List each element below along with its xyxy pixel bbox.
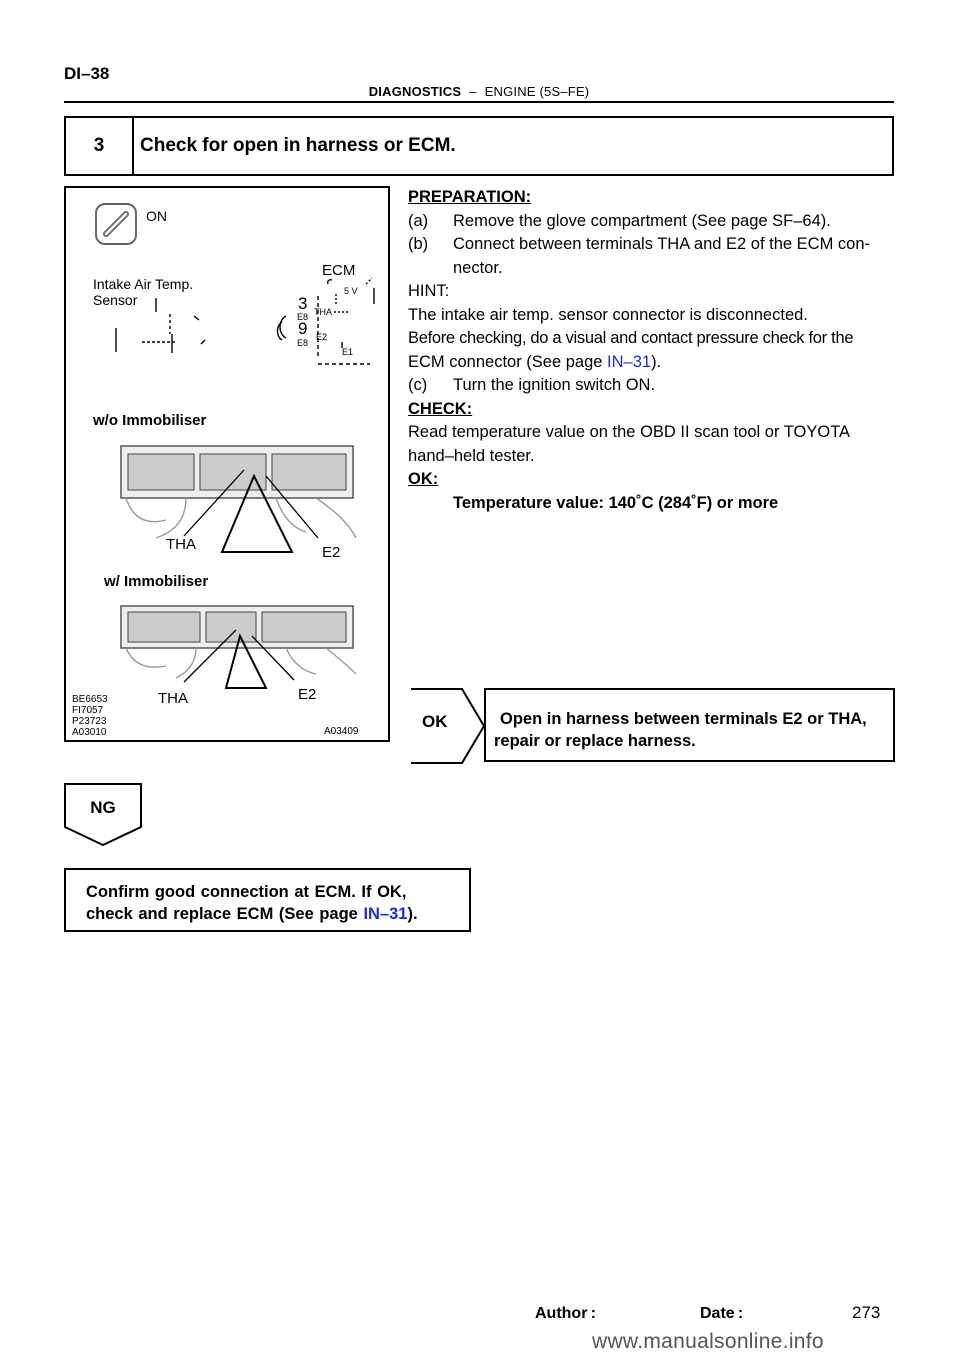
step-a <box>408 210 898 234</box>
header-subtitle: ENGINE (5S–FE) <box>484 84 590 99</box>
check-heading: CHECK: <box>408 399 473 418</box>
ok-heading: OK: <box>408 470 439 488</box>
step-b <box>408 233 898 257</box>
wo-immobiliser-label: w/o Immobiliser <box>93 412 207 429</box>
code-line: P23723 <box>72 716 107 727</box>
ng-label: NG <box>90 798 116 817</box>
before-check-post: ). <box>651 352 662 371</box>
figure-codes <box>72 694 108 738</box>
signal-tha-label: THA <box>314 307 332 317</box>
hint-text: The intake air temp. sensor connector is disconnected. <box>408 305 808 324</box>
e2-label-bottom: E2 <box>298 686 317 703</box>
sensor-label-line2: Sensor <box>93 292 138 308</box>
e2-label-top: E2 <box>322 544 341 561</box>
pin-9-label: 9 <box>298 319 308 338</box>
ignition-key-icon <box>96 204 136 244</box>
signal-5v-label: 5 V <box>344 286 358 296</box>
step-title-box <box>64 116 894 176</box>
ecm-schematic <box>277 278 374 364</box>
sensor-label-line1: Intake Air Temp. <box>93 276 194 292</box>
before-check-pre: ECM connector (See page <box>408 352 608 371</box>
before-check-text: Before checking, do a visual and contact pressure check for the <box>408 329 854 347</box>
page-link-in31[interactable]: IN–31 <box>607 352 652 371</box>
step-b-text: Connect between terminals THA and E2 of the ECM con- <box>453 235 870 253</box>
footer-page-number: 273 <box>852 1303 881 1322</box>
page-link-in31-confirm[interactable]: IN–31 <box>363 905 408 923</box>
step-a-text: Remove the glove compartment (See page SF–64). <box>453 211 831 230</box>
step-c-text: Turn the ignition switch ON. <box>453 376 656 394</box>
ok-result-text-cont: repair or replace harness. <box>494 732 696 750</box>
ok-result-box <box>484 688 895 762</box>
sensor-label <box>93 276 193 308</box>
pin-3-label: 3 <box>298 294 308 313</box>
confirm-text: Confirm good connection at ECM. If OK, <box>86 883 407 901</box>
figure-code: A03409 <box>324 726 359 737</box>
step-c-label: (c) <box>408 376 428 394</box>
check-text-cont: hand–held tester. <box>408 446 535 465</box>
ecm-connector-top <box>121 446 356 552</box>
confirm-text-cont <box>86 903 461 925</box>
check-text: Read temperature value on the OBD II scan tool or TOYOTA <box>408 423 851 441</box>
code-line: FI7057 <box>72 705 104 716</box>
ecm-label: ECM <box>322 262 356 279</box>
step-b-text-cont: nector. <box>453 258 503 277</box>
hint-heading: HINT: <box>408 282 450 300</box>
tha-label-top: THA <box>166 536 196 553</box>
confirm-post: ). <box>407 905 418 923</box>
signal-e1-label: E1 <box>342 347 354 357</box>
code-line: A03010 <box>72 727 107 738</box>
ok-specification: Temperature value: 140˚C (284˚F) or more <box>453 493 779 512</box>
ok-label: OK <box>422 712 448 731</box>
ok-result-text: Open in harness between terminals E2 or THA, <box>500 710 867 728</box>
step-a-label: (a) <box>408 211 429 230</box>
step-b-label: (b) <box>408 235 429 253</box>
ignition-label: ON <box>146 208 167 224</box>
preparation-heading: PREPARATION: <box>408 188 532 206</box>
step-number: 3 <box>66 118 134 174</box>
footer-date: Date : <box>700 1305 744 1322</box>
page-header <box>64 84 894 99</box>
signal-e2-label: E2 <box>316 332 328 342</box>
step-title: Check for open in harness or ECM. <box>140 135 456 156</box>
confirm-pre: check and replace ECM (See page <box>86 905 364 923</box>
code-line: BE6653 <box>72 694 108 705</box>
header-rule <box>64 101 894 103</box>
tha-label-bottom: THA <box>158 690 188 707</box>
w-immobiliser-label: w/ Immobiliser <box>104 573 209 590</box>
wiring-figure <box>64 186 390 742</box>
step-c <box>408 374 898 398</box>
page-id: DI–38 <box>64 64 110 83</box>
footer-author: Author : <box>535 1305 596 1322</box>
pin-e8-label: E8 <box>297 312 309 322</box>
ecm-connector-bottom <box>121 606 356 688</box>
header-separator: – <box>469 84 477 99</box>
before-check-text-cont <box>408 351 898 375</box>
procedure-text <box>408 186 898 515</box>
pin-e8-label-2: E8 <box>297 338 309 348</box>
confirm-box <box>64 868 471 932</box>
header-category: DIAGNOSTICS <box>368 84 462 99</box>
watermark: www.manualsonline.info <box>592 1330 824 1353</box>
